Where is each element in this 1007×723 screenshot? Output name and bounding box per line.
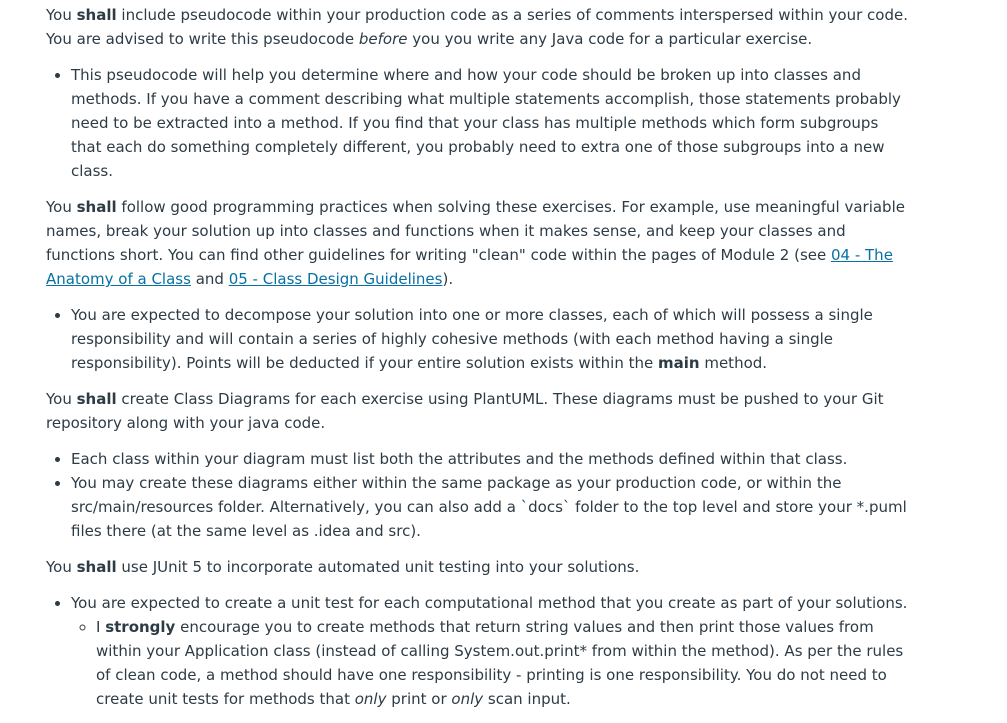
list-item: • You may create these diagrams either within the same package as your production code, or within the src/main/resources folder. Alternatively, you can also add a `docs` folder to the top level and store your *.puml files there (at the same level as .idea and src). (71, 471, 911, 543)
paragraph-good-practices (46, 195, 911, 291)
text: print or (386, 690, 452, 708)
text: You (46, 558, 77, 576)
link-anatomy-of-a-class[interactable]: 04 - The Anatomy of a Class (46, 246, 893, 288)
text: include pseudocode within your production code as a series of comments interspersed within your code. You are advised to write this pseudocode (46, 6, 908, 48)
text: You (46, 198, 77, 216)
emphasis-shall: shall (76, 198, 117, 216)
emphasis-strongly: strongly (105, 618, 176, 636)
sub-list-item (96, 615, 911, 711)
paragraph-pseudocode (46, 3, 911, 51)
emphasis-shall: shall (76, 6, 117, 24)
bullet-list (46, 447, 911, 543)
bullet-list (46, 591, 911, 711)
text: you you write any Java code for a particular exercise. (407, 30, 813, 48)
sub-bullet-list (71, 615, 911, 711)
list-item (71, 303, 911, 375)
document-content (46, 3, 911, 723)
emphasis-only: only (354, 690, 387, 708)
text: encourage you to create methods that return string values and then print those values from within your Application class (instead of calling System.out.print* from within the method). As per the rules of clean code, a method should have one responsibility - printing is one responsibility. You do not need to create unit tests for methods that (96, 618, 904, 708)
emphasis-shall: shall (76, 558, 117, 576)
list-item: • Each class within your diagram must list both the attributes and the methods defined within that class. (71, 447, 911, 471)
link-class-design-guidelines[interactable]: 05 - Class Design Guidelines (228, 270, 443, 288)
text: method. (699, 354, 768, 372)
text: use JUnit 5 to incorporate automated unit testing into your solutions. (116, 558, 640, 576)
text: ). (442, 270, 454, 288)
text: follow good programming practices when solving these exercises. For example, use meaningful variable names, break your solution up into classes and functions when it makes sense, and keep your classes and functions short. You can find other guidelines for writing "clean" code within the pages of Module 2 (see (46, 198, 905, 264)
text: You (46, 6, 77, 24)
text: and (190, 270, 229, 288)
emphasis-only: only (451, 690, 484, 708)
text: create Class Diagrams for each exercise using PlantUML. These diagrams must be pushed to your Git repository along with your java code. (46, 390, 884, 432)
paragraph-class-diagrams (46, 387, 911, 435)
emphasis-before: before (358, 30, 408, 48)
text: I (96, 618, 106, 636)
emphasis-shall: shall (76, 390, 117, 408)
bullet-list (46, 63, 911, 183)
list-item: • This pseudocode will help you determine where and how your code should be broken up into classes and methods. If you have a comment describing what multiple statements accomplish, those statements probably need to be extracted into a method. If you find that your class has multiple methods which form subgroups that each do something completely different, you probably need to extra one of those subgroups into a new class. (71, 63, 911, 183)
bullet-list (46, 303, 911, 375)
emphasis-main: main (658, 354, 700, 372)
text: You are expected to create a unit test for each computational method that you create as part of your solutions. (71, 594, 908, 612)
paragraph-junit (46, 555, 911, 579)
text: You (46, 390, 77, 408)
text: scan input. (483, 690, 571, 708)
list-item (71, 591, 911, 711)
text: You are expected to decompose your solution into one or more classes, each of which will possess a single responsibility and will contain a series of highly cohesive methods (with each method having a single responsibility). Points will be deducted if your entire solution exists within the (71, 306, 873, 372)
